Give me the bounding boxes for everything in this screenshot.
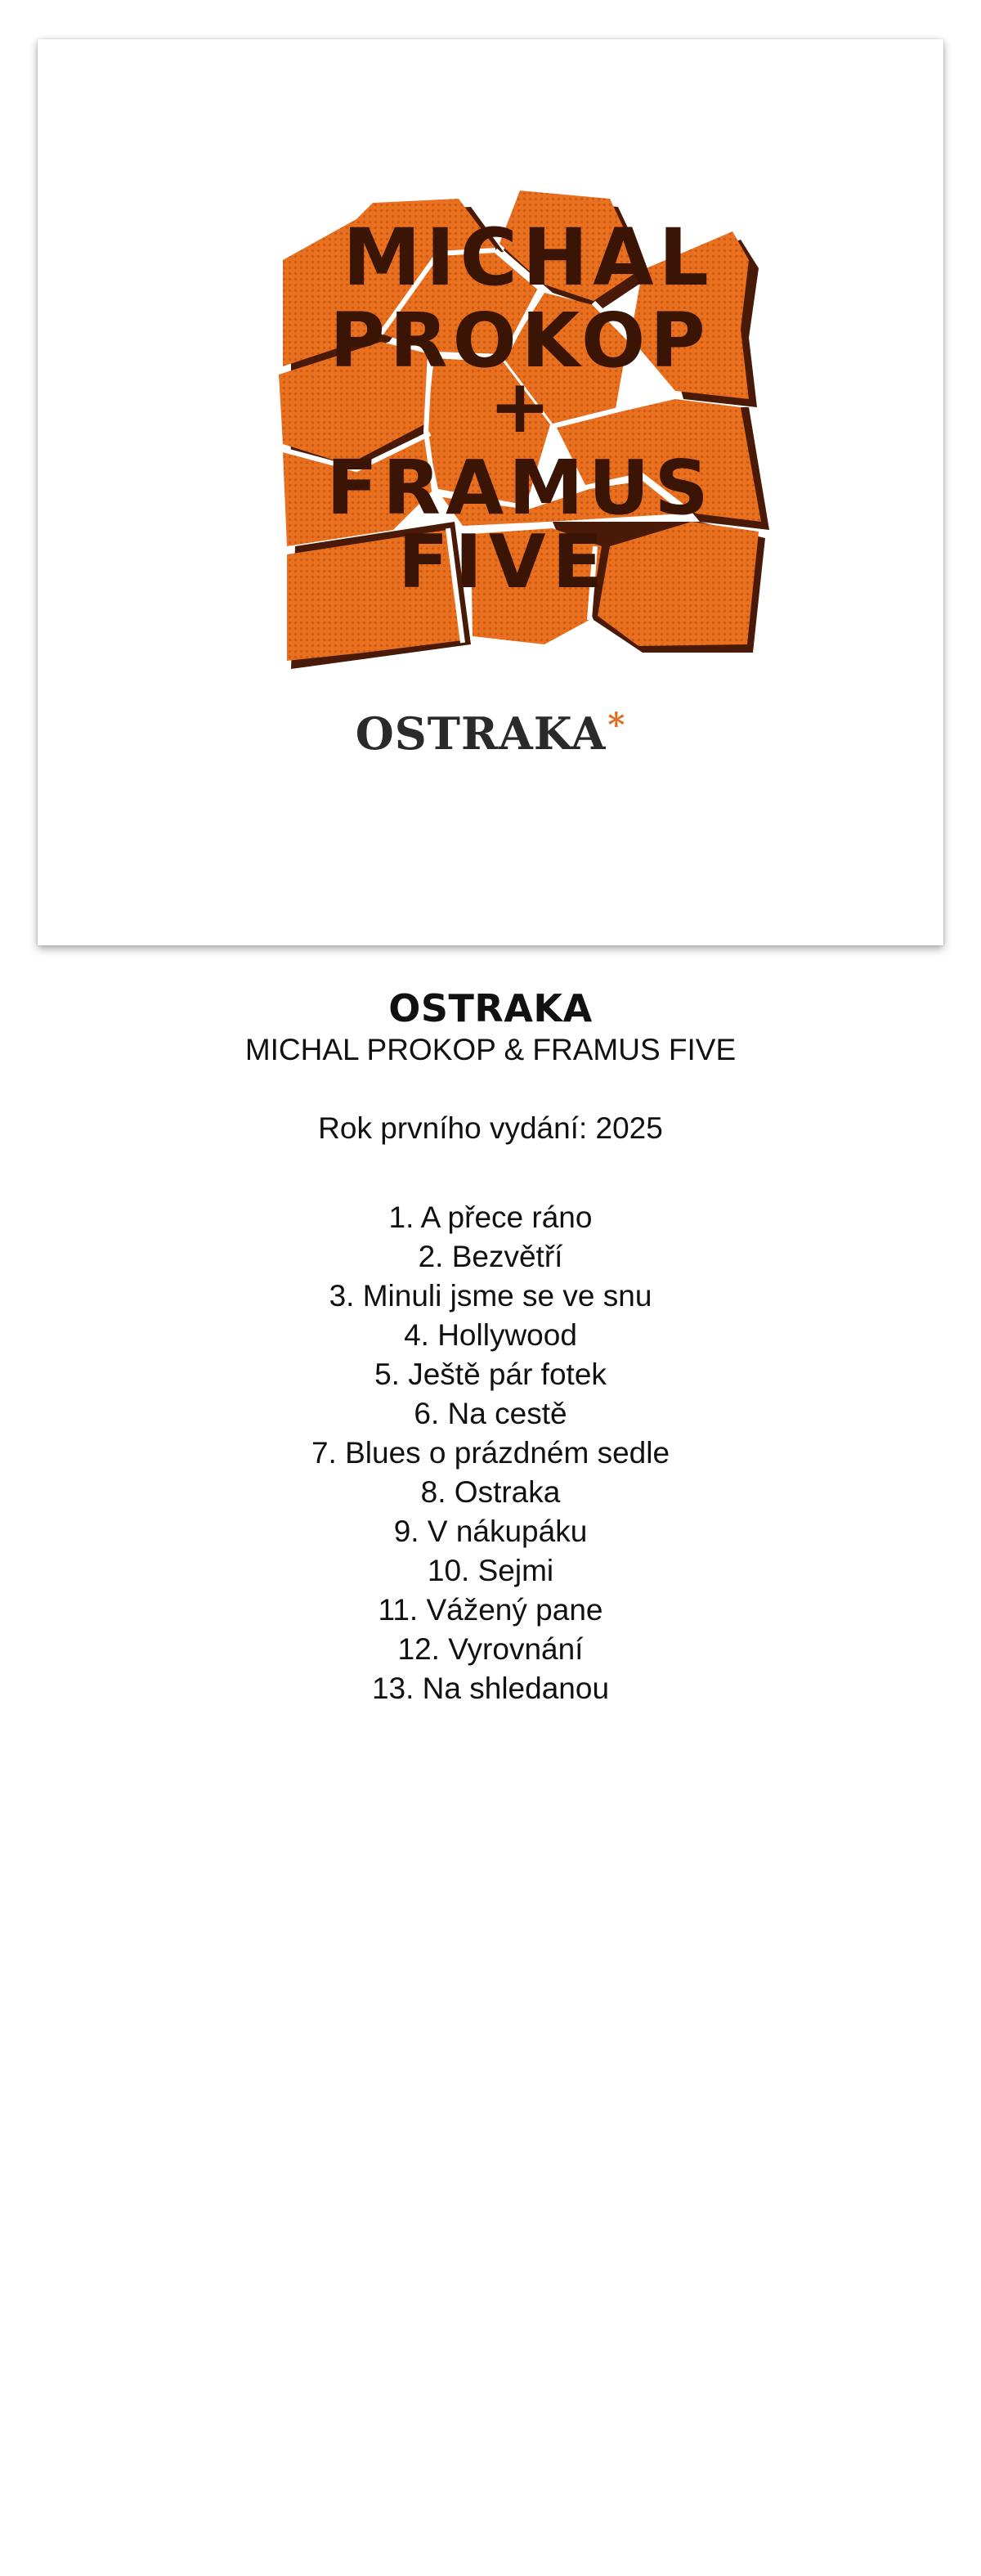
track-item: 11. Vážený pane	[378, 1593, 603, 1627]
track-item: 12. Vyrovnání	[397, 1632, 584, 1666]
track-item: 3. Minuli jsme se ve snu	[329, 1279, 652, 1313]
asterisk-icon: *	[607, 706, 626, 744]
artwork-line-prokop: PROKOP	[329, 297, 710, 384]
track-item: 4. Hollywood	[404, 1318, 577, 1352]
track-item: 9. V nákupáku	[393, 1515, 588, 1548]
track-item: 6. Na cestě	[414, 1397, 567, 1430]
artwork-line-michal: MICHAL	[343, 212, 714, 303]
artwork-line-five: FIVE	[397, 519, 610, 605]
track-item: 13. Na shledanou	[371, 1672, 610, 1705]
artwork-line-framus: FRAMUS	[326, 444, 714, 532]
track-item: 1. A přece ráno	[388, 1200, 593, 1234]
release-year: Rok prvního vydání: 2025	[318, 1111, 663, 1145]
artwork-line-plus: +	[489, 364, 551, 450]
ostraka-shards-artwork	[258, 162, 798, 718]
album-info	[0, 985, 981, 1708]
cover-title-text: OSTRAKA	[355, 707, 607, 760]
tracklist	[0, 1198, 981, 1708]
album-title: OSTRAKA	[388, 986, 593, 1030]
track-item: 10. Sejmi	[427, 1554, 554, 1587]
cover-title	[38, 706, 943, 760]
track-item: 2. Bezvětří	[418, 1240, 563, 1273]
album-artist: MICHAL PROKOP & FRAMUS FIVE	[244, 1033, 737, 1066]
track-item: 7. Blues o prázdném sedle	[311, 1436, 670, 1470]
track-item: 5. Ještě pár fotek	[374, 1358, 607, 1391]
track-item: 8. Ostraka	[420, 1475, 561, 1509]
album-cover	[38, 39, 943, 945]
